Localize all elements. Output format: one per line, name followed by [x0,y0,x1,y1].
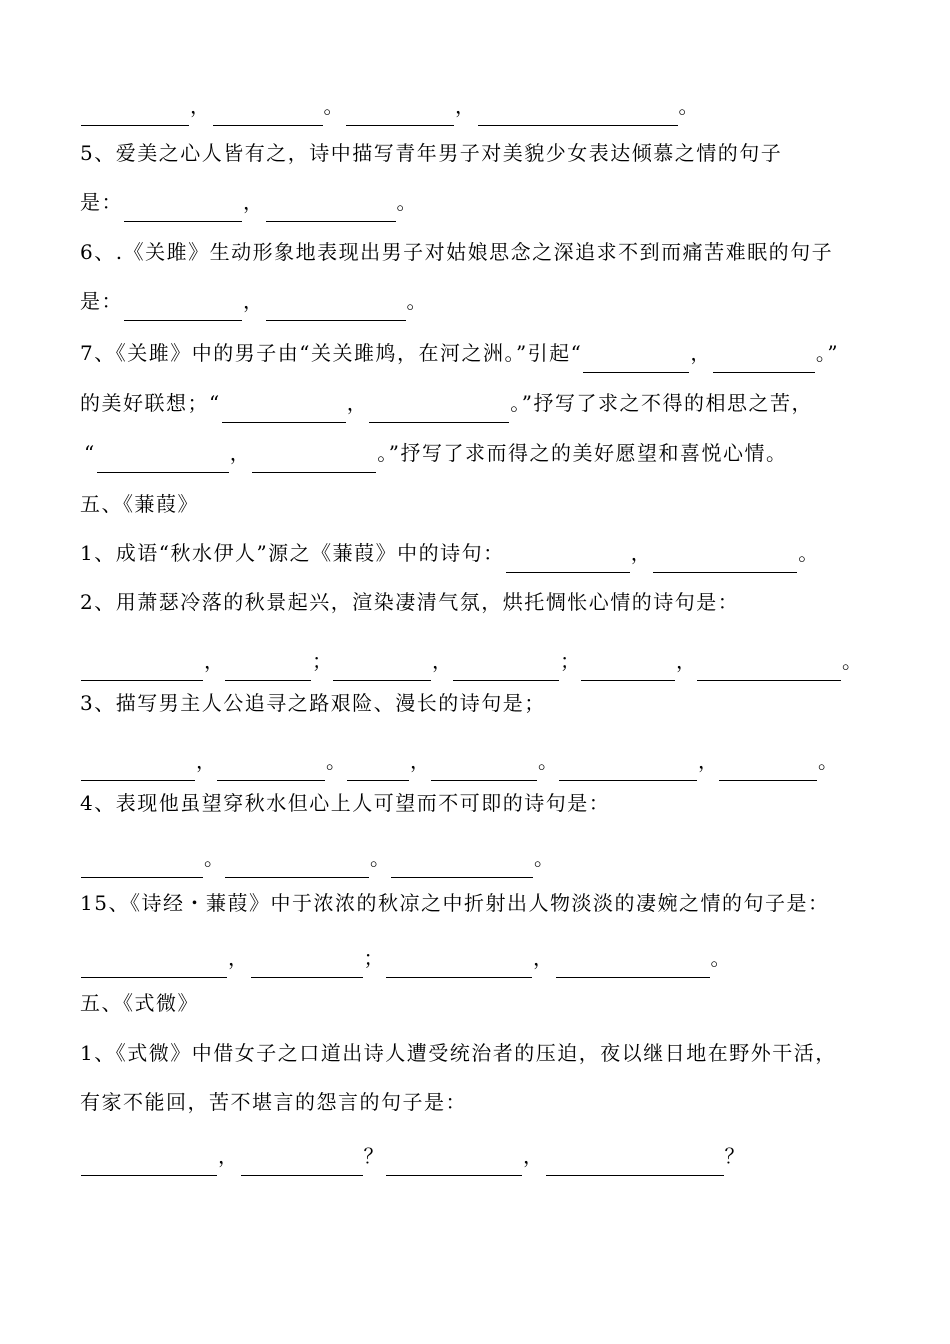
punct: 。 [326,749,346,773]
punct: ， [455,94,477,118]
section-title-jianjia: 五、《蒹葭》 [80,492,199,516]
punct: ； [363,946,385,970]
label: 是： [80,190,123,214]
jianjia-question-15-answers [80,938,732,978]
punct: ， [196,749,216,773]
question-6-line-1: 6、.《关雎》生动形象地表现出男子对姑娘思念之深追求不到而痛苦难眠的句子 [80,240,834,264]
punct: ， [630,541,653,565]
punct: 。 [818,749,838,773]
punct: 。 [323,94,345,118]
jianjia-question-2: 2、用萧瑟冷落的秋景起兴，渲染凄清气氛，烘托惆怅心情的诗句是： [80,590,740,614]
text: 的美好联想；“ [80,391,221,415]
blank[interactable] [346,95,454,126]
blank[interactable] [252,442,376,473]
blank[interactable] [217,750,325,781]
blank[interactable] [546,1145,724,1176]
jianjia-question-3: 3、描写男主人公追寻之路艰险、漫长的诗句是； [80,691,546,715]
blank[interactable] [369,392,509,423]
blank[interactable] [81,95,189,126]
question-7-line-1 [80,333,839,373]
blank[interactable] [97,442,229,473]
jianjia-question-2-answers [80,641,862,681]
punct: ， [243,289,265,313]
punct: ， [676,649,696,673]
punct: ， [410,749,430,773]
blank[interactable] [225,650,311,681]
blank[interactable] [559,750,697,781]
punct: “ [84,441,96,465]
blank[interactable] [391,847,533,878]
punct: ， [533,946,555,970]
punct: ， [218,1144,240,1168]
blank[interactable] [478,95,678,126]
blank[interactable] [81,650,203,681]
blank[interactable] [124,191,242,222]
punct: ， [346,391,369,415]
question-5-line-2 [80,182,418,222]
blank[interactable] [583,342,689,373]
punct: ； [312,649,332,673]
blank[interactable] [81,750,195,781]
punct: 。 [534,846,554,870]
blank[interactable] [697,650,841,681]
punct: ？ [363,1144,385,1168]
punct: ， [690,341,712,365]
blank[interactable] [213,95,323,126]
question-7-line-3 [84,433,787,473]
blank[interactable] [506,542,630,573]
blank[interactable] [251,947,363,978]
blank[interactable] [241,1145,363,1176]
blank[interactable] [266,290,406,321]
punct: 。 [798,541,820,565]
text: 1、成语“秋水伊人”源之《蒹葭》中的诗句： [80,541,505,565]
text: 7、《关雎》中的男子由“关关雎鸠，在河之洲。”引起“ [80,341,583,365]
punct: ， [190,94,212,118]
punct: ， [204,649,224,673]
blank[interactable] [386,947,532,978]
blank[interactable] [653,542,797,573]
blank[interactable] [581,650,675,681]
punct: ， [229,441,252,465]
punct: ， [432,649,452,673]
blank[interactable] [431,750,537,781]
punct: 。 [710,946,732,970]
blank[interactable] [81,847,203,878]
blank[interactable] [453,650,559,681]
blank[interactable] [333,650,431,681]
punct: 。 [678,94,700,118]
blank[interactable] [225,847,369,878]
jianjia-question-1 [80,533,820,573]
punct: 。 [538,749,558,773]
punct: ？ [724,1144,746,1168]
answer-row-top [80,86,700,126]
punct: ， [523,1144,545,1168]
shiwei-question-1-answers [80,1136,746,1176]
blank[interactable] [719,750,817,781]
jianjia-question-3-answers [80,741,838,781]
punct: 。” [815,341,840,365]
blank[interactable] [556,947,710,978]
blank[interactable] [713,342,815,373]
section-title-shiwei: 五、《式微》 [80,991,199,1015]
punct: ， [698,749,718,773]
punct: ； [560,649,580,673]
punct: 。 [406,289,428,313]
jianjia-question-15: 15、《诗经・蒹葭》中于浓浓的秋凉之中折射出人物淡淡的凄婉之情的句子是： [80,891,830,915]
punct: ， [228,946,250,970]
shiwei-question-1-line-2: 有家不能回，苦不堪言的怨言的句子是： [80,1090,467,1114]
shiwei-question-1-line-1: 1、《式微》中借女子之口道出诗人遭受统治者的压迫，夜以继日地在野外干活， [80,1041,837,1065]
blank[interactable] [386,1145,522,1176]
question-5-line-1: 5、爱美之心人皆有之，诗中描写青年男子对美貌少女表达倾慕之情的句子 [80,141,783,165]
jianjia-question-4-answers [80,838,554,878]
blank[interactable] [266,191,396,222]
punct: 。 [204,846,224,870]
question-7-line-2 [80,383,813,423]
text: 。”抒写了求而得之的美好愿望和喜悦心情。 [377,441,788,465]
blank[interactable] [347,750,409,781]
punct: ， [243,190,265,214]
blank[interactable] [81,1145,217,1176]
blank[interactable] [81,947,227,978]
punct: 。 [396,190,418,214]
blank[interactable] [124,290,242,321]
label: 是： [80,289,123,313]
text: 。”抒写了求之不得的相思之苦， [510,391,813,415]
question-6-line-2 [80,281,428,321]
punct: 。 [842,649,862,673]
punct: 。 [370,846,390,870]
blank[interactable] [222,392,346,423]
jianjia-question-4: 4、表现他虽望穿秋水但心上人可望而不可即的诗句是： [80,791,611,815]
